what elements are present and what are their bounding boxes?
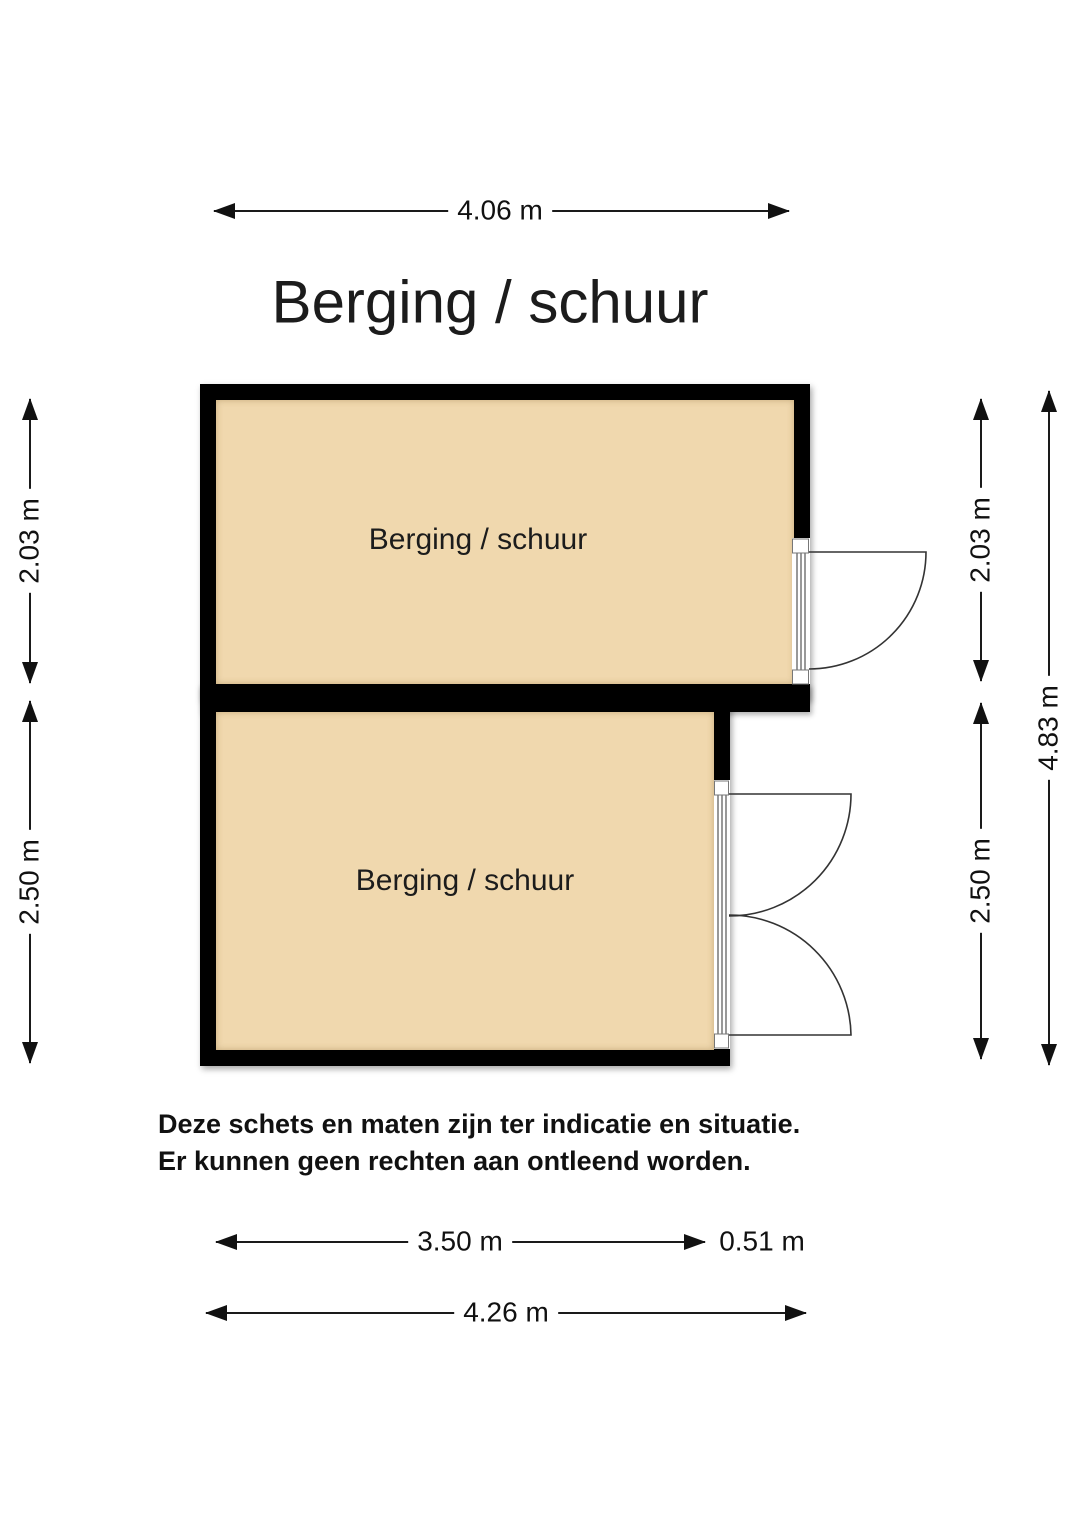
disclaimer-line-2: Er kunnen geen rechten aan ontleend worden.	[158, 1146, 751, 1176]
dim-label-bottom-total: 4.26 m	[454, 1298, 558, 1329]
dim-label-bottom-inner: 3.50 m	[408, 1227, 512, 1258]
door-swing-arc	[729, 794, 851, 916]
door-swing-arc	[809, 552, 926, 669]
upper-room-label: Berging / schuur	[368, 523, 588, 556]
dim-label-top-width: 4.06 m	[448, 196, 552, 227]
door-swing-arc	[729, 915, 851, 1035]
dim-label-right-lower: 2.50 m	[966, 829, 997, 933]
dividing-wall	[200, 684, 810, 712]
lower-room-door-opening	[714, 780, 730, 1049]
plan-title: Berging / schuur	[271, 268, 709, 336]
lower-room-label: Berging / schuur	[355, 864, 575, 897]
lower-room-double-door	[715, 781, 852, 1048]
dim-label-right-total: 4.83 m	[1034, 676, 1065, 780]
disclaimer-text	[158, 1106, 800, 1180]
disclaimer-line-1: Deze schets en maten zijn ter indicatie en situatie.	[158, 1109, 801, 1139]
dim-label-left-upper: 2.03 m	[15, 489, 46, 593]
dim-label-bottom-offset: 0.51 m	[710, 1227, 814, 1258]
dim-label-right-upper: 2.03 m	[966, 488, 997, 592]
upper-room-door-opening	[792, 538, 810, 684]
upper-room-door	[793, 539, 927, 684]
dim-label-left-lower: 2.50 m	[15, 830, 46, 934]
